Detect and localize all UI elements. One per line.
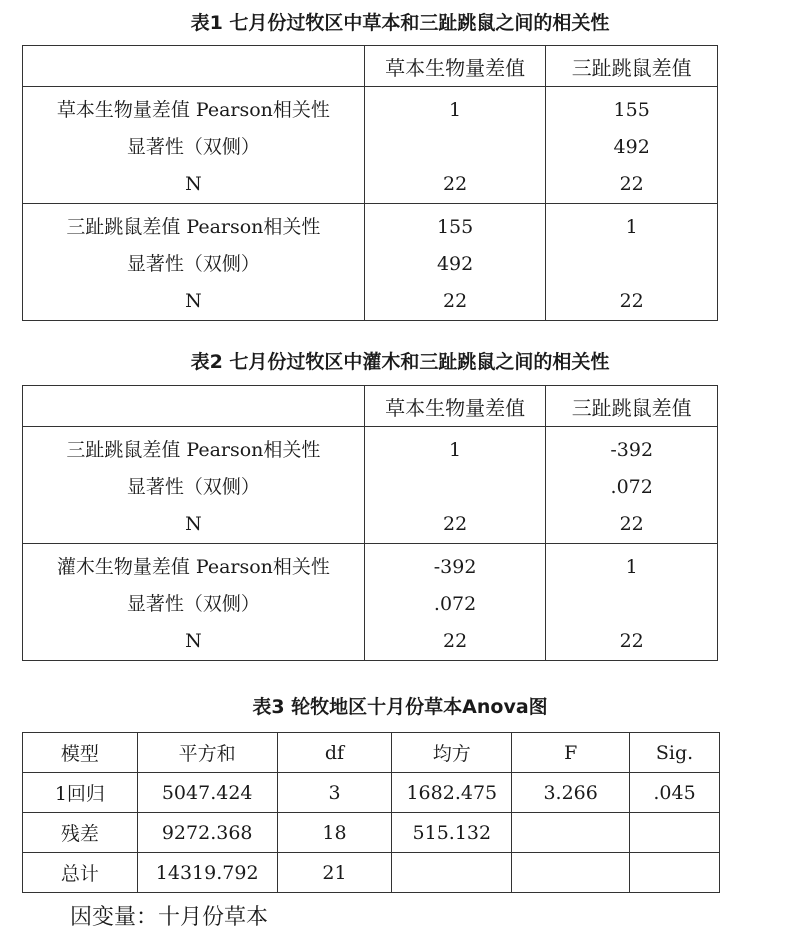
- table-row-group: [23, 427, 718, 544]
- value-cell: [364, 204, 546, 321]
- header-cell: 草本生物量差值: [364, 46, 546, 87]
- header-cell: F: [512, 733, 630, 773]
- cell-value: 21: [277, 853, 392, 893]
- value-cell: [364, 87, 546, 204]
- cell-value: 492: [613, 136, 650, 158]
- row-labels: [23, 87, 365, 204]
- header-cell: [23, 46, 365, 87]
- row-label: 显著性（双侧）: [126, 253, 260, 275]
- cell-value: 1: [625, 556, 638, 578]
- header-cell: 三趾跳鼠差值: [546, 386, 718, 427]
- cell-value: 18: [277, 813, 392, 853]
- cell-value: 3: [277, 773, 392, 813]
- row-label: N: [185, 290, 202, 312]
- table-row: [23, 773, 720, 813]
- cell-value: [365, 129, 546, 166]
- cell-value: 22: [442, 290, 468, 312]
- cell-value: .045: [630, 773, 720, 813]
- cell-value: [392, 853, 512, 893]
- table-row-group: [23, 204, 718, 321]
- table1-caption: 表1 七月份过牧区中草本和三趾跳鼠之间的相关性: [190, 12, 610, 34]
- cell-value: 492: [436, 253, 474, 275]
- row-label: 三趾跳鼠差值 Pearson相关性: [66, 439, 321, 461]
- cell-value: 5047.424: [137, 773, 277, 813]
- table2-caption: 表2 七月份过牧区中灌木和三趾跳鼠之间的相关性: [190, 351, 610, 373]
- cell-value: -392: [433, 556, 477, 578]
- cell-value: 残差: [23, 813, 138, 853]
- cell-value: [546, 246, 717, 283]
- cell-value: 1: [625, 216, 638, 238]
- header-cell: 模型: [23, 733, 138, 773]
- cell-value: 9272.368: [137, 813, 277, 853]
- cell-value: 155: [613, 99, 650, 121]
- cell-value: 22: [442, 513, 468, 535]
- cell-value: [512, 813, 630, 853]
- header-cell: 平方和: [137, 733, 277, 773]
- cell-value: 1682.475: [392, 773, 512, 813]
- row-labels: [23, 427, 365, 544]
- row-label: 显著性（双侧）: [126, 593, 260, 615]
- cell-value: 515.132: [392, 813, 512, 853]
- table3-caption: 表3 轮牧地区十月份草本Anova图: [252, 696, 548, 718]
- table-row: [23, 813, 720, 853]
- table-row-group: [23, 544, 718, 661]
- cell-value: 1: [449, 99, 462, 121]
- header-cell: 草本生物量差值: [364, 386, 546, 427]
- cell-value: 22: [619, 173, 644, 195]
- cell-value: 155: [436, 216, 474, 238]
- cell-value: 22: [619, 290, 644, 312]
- cell-value: [630, 853, 720, 893]
- row-label: 显著性（双侧）: [126, 476, 260, 498]
- row-label: 灌木生物量差值 Pearson相关性: [56, 556, 330, 578]
- value-cell: [546, 544, 718, 661]
- value-cell: [364, 427, 546, 544]
- row-label: 三趾跳鼠差值 Pearson相关性: [66, 216, 321, 238]
- row-label: 显著性（双侧）: [126, 136, 260, 158]
- cell-value: .072: [610, 476, 653, 498]
- cell-value: 14319.792: [137, 853, 277, 893]
- table-row-group: [23, 87, 718, 204]
- value-cell: [546, 427, 718, 544]
- row-label: N: [185, 630, 202, 652]
- footnote: 因变量：十月份草本: [70, 905, 269, 930]
- cell-value: 22: [442, 173, 468, 195]
- cell-value: 1: [449, 439, 462, 461]
- table-row: [23, 853, 720, 893]
- cell-value: [546, 586, 717, 623]
- row-label: N: [185, 513, 202, 535]
- cell-value: 22: [619, 630, 644, 652]
- table-header-row: [23, 733, 720, 773]
- row-label: N: [185, 173, 202, 195]
- anova-table: [22, 732, 720, 893]
- value-cell: [546, 204, 718, 321]
- cell-value: 22: [442, 630, 468, 652]
- row-labels: [23, 204, 365, 321]
- row-labels: [23, 544, 365, 661]
- table-header-row: [23, 386, 718, 427]
- cell-value: [630, 813, 720, 853]
- header-cell: Sig.: [630, 733, 720, 773]
- table-header-row: [23, 46, 718, 87]
- cell-value: 3.266: [512, 773, 630, 813]
- cell-value: [365, 469, 546, 506]
- header-cell: 均方: [392, 733, 512, 773]
- correlation-table-1: [22, 45, 718, 321]
- correlation-table-2: [22, 385, 718, 661]
- row-label: 草本生物量差值 Pearson相关性: [56, 99, 330, 121]
- cell-value: 22: [619, 513, 644, 535]
- cell-value: 总计: [23, 853, 138, 893]
- cell-value: [512, 853, 630, 893]
- value-cell: [546, 87, 718, 204]
- cell-value: .072: [433, 593, 477, 615]
- value-cell: [364, 544, 546, 661]
- cell-value: 1回归: [23, 773, 138, 813]
- cell-value: -392: [610, 439, 654, 461]
- header-cell: 三趾跳鼠差值: [546, 46, 718, 87]
- header-cell: [23, 386, 365, 427]
- header-cell: df: [277, 733, 392, 773]
